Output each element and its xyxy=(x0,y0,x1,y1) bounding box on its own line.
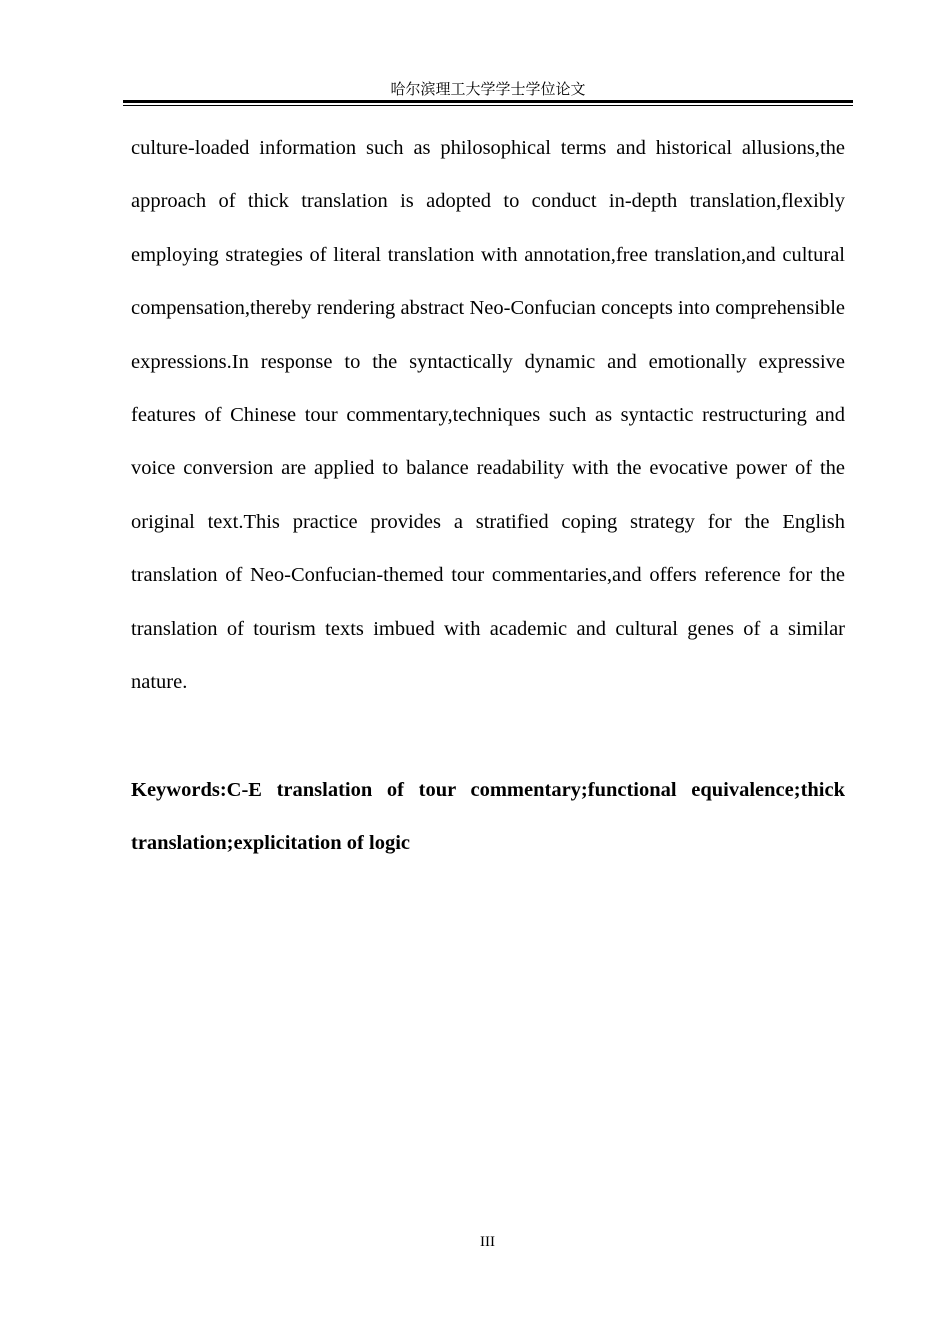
keywords-line: Keywords:C-E translation of tour commentary;functional equivalence;thick translation;explicitation of logic xyxy=(131,779,845,855)
page-number: III xyxy=(480,1234,495,1250)
header-rule-thin xyxy=(123,105,853,106)
page-header: 哈尔滨理工大学学士学位论文 xyxy=(390,82,586,98)
abstract-paragraph: culture-loaded information such as philosophical terms and historical allusions,the approach of thick translation is adopted to conduct in-depth translation,flexibly employing strategies of literal translation with annotation,free translation,and cultural compensation,thereby rendering abstract Neo-Confucian concepts into comprehensible expressions.In response to the syntactically dynamic and emotionally expressive features of Chinese tour commentary,techniques such as syntactic restructuring and voice conversion are applied to balance readability with the evocative power of the original text.This practice provides a stratified coping strategy for the English translation of Neo-Confucian-themed tour commentaries,and offers reference for the translation of tourism texts imbued with academic and cultural genes of a similar nature. xyxy=(131,137,845,694)
header-rule-thick xyxy=(123,100,853,103)
